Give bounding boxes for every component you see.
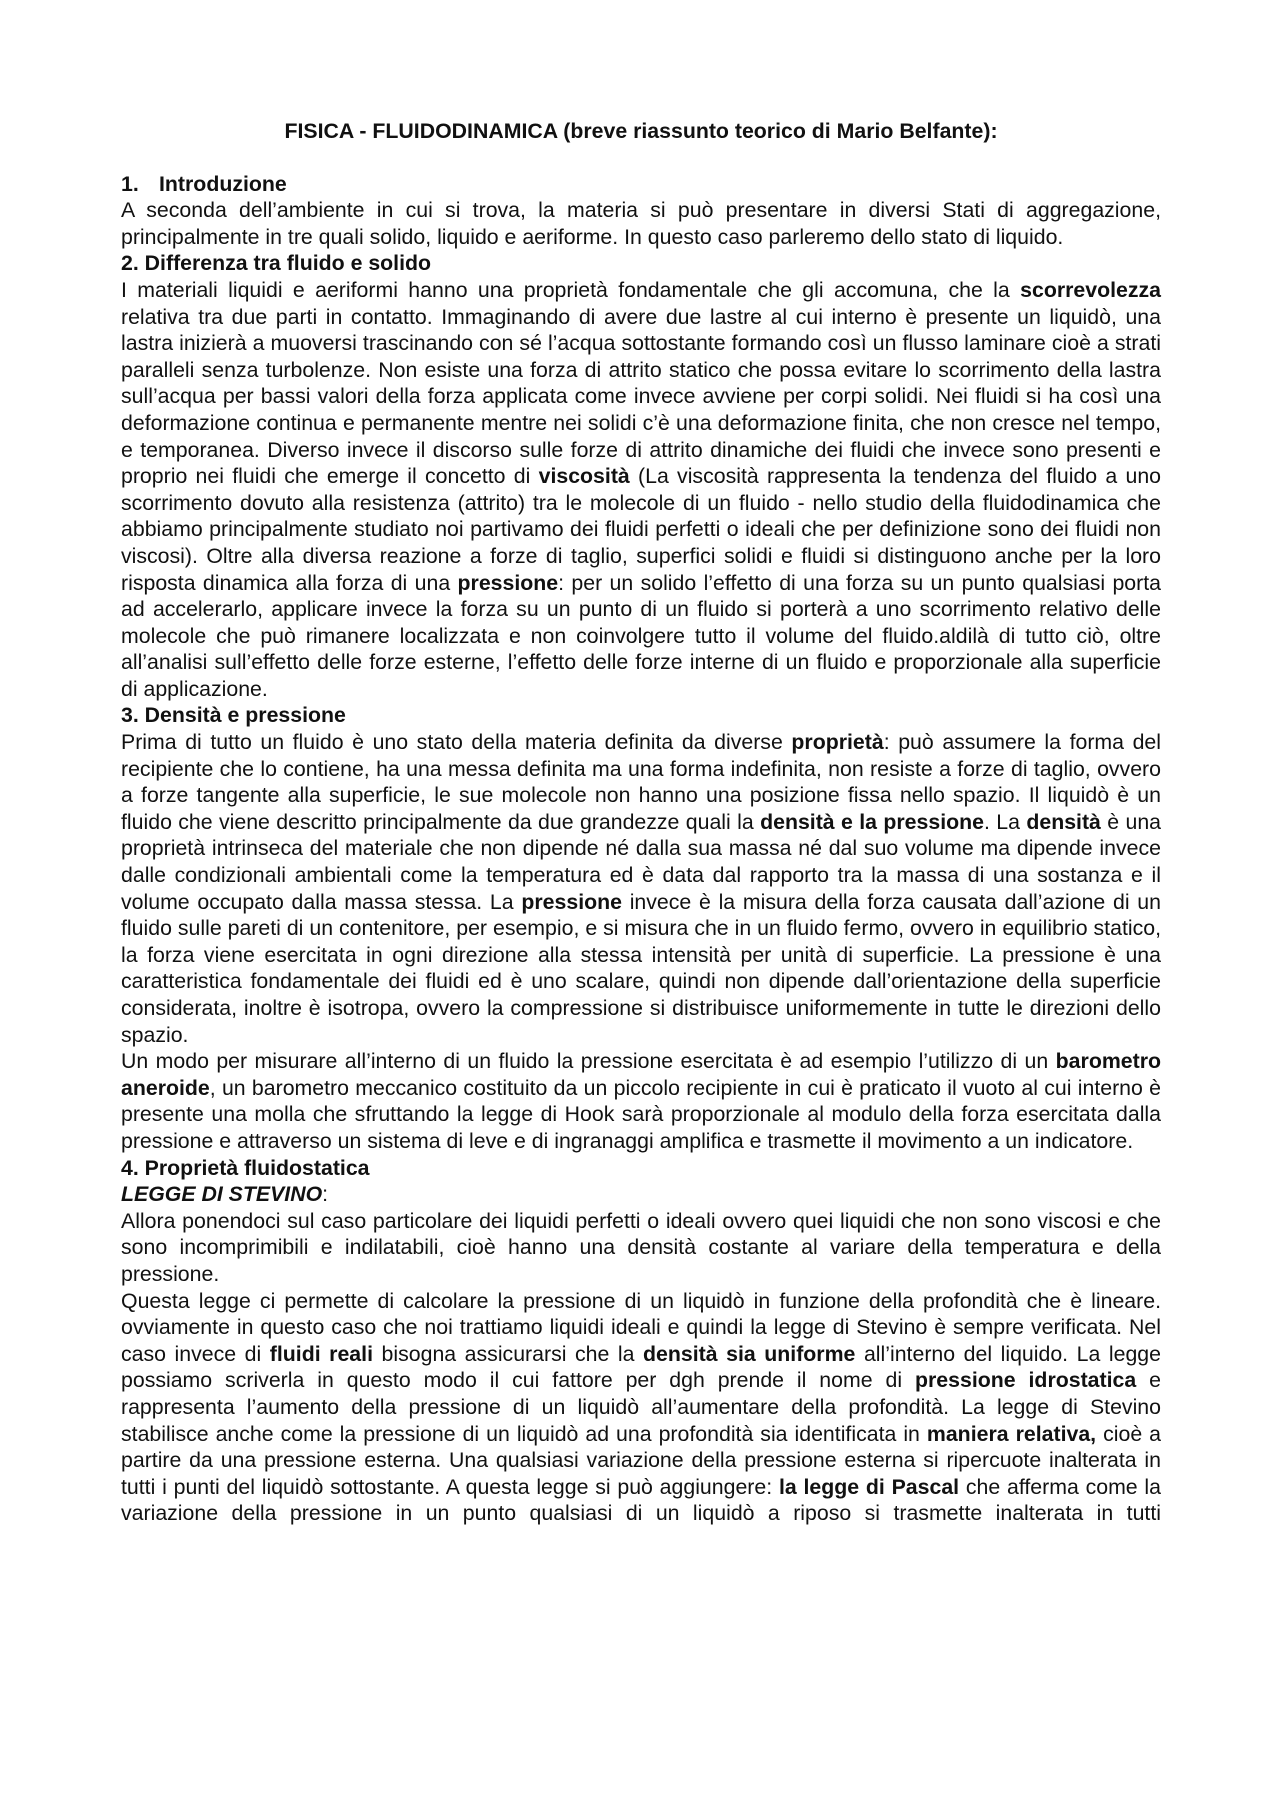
text-run: : per un solido l’effetto di una forza su un punto qualsiasi porta ad accelerarlo, applicare invece la forza su un punto di un fluido si porterà a uno scorrimento relativo delle molecole che può rimanere localizzata e non coinvolgere tutto il volume del fluido.aldilà di tutto ciò, oltre all’analisi sull’effetto delle forze esterne, l’effetto delle forze interne di un fluido e proporzionale alla superficie di applicazione. [121,570,1162,701]
text-run: relativa tra due parti in contatto. Immaginando di avere due lastre al cui interno è presente un liquidò, una lastra inizierà a muoversi trascinando con sé l’acqua sottostante formando così un flusso laminare cioè a strati paralleli senza turbolenze. Non esiste una forza di attrito statico che possa evitare lo scorrimento della lastra sull’acqua per bassi valori della forza applicata come invece avviene per corpi solidi. Nei fluidi si ha così una deformazione continua e permanente mentre nei solidi c’è una deformazione finita, che non cresce nel tempo, e temporanea. Diverso invece il discorso sulle forze di attrito dinamiche dei fluidi che invece sono presenti e proprio nei fluidi che emerge il concetto di [121,304,1161,489]
section-1-paragraph [121,197,1161,250]
stevino-subheading-colon: : [322,1182,329,1207]
bold-term: pressione [457,570,559,595]
text-run: Un modo per misurare all’interno di un fluido la pressione esercitata è ad esempio l’utilizzo di un [121,1049,1049,1074]
bold-term: barometro aneroide [121,1049,1161,1100]
bold-term: scorrevolezza [1020,277,1161,302]
section-1-text: A seconda dell’ambiente in cui si trova, la materia si può presentare in diversi Stati di aggregazione, principalmente in tre quali solido, liquido e aeriforme. In questo caso parleremo dello stato di liquido. [121,198,1161,249]
bold-term: maniera relativa, [926,1421,1097,1446]
bold-term: proprietà [791,730,884,755]
bold-term: densità [1026,809,1101,834]
text-run: : può assumere la forma del recipiente che lo contiene, ha una messa definita ma una forma indefinita, non resiste a forze di taglio, ovvero a forze tangente alla superficie, le sue molecole non hanno una posizione fissa nello spazio. Il liquidò è un fluido che viene descritto principalmente da due grandezze quali la [121,730,1162,834]
section-4-heading: 4. Proprietà fluidostatica [121,1155,370,1180]
section-2-heading: 2. Differenza tra fluido e solido [121,251,432,276]
text-run: invece è la misura della forza causata dall’azione di un fluido sulle pareti di un contenitore, per esempio, e si misura che in un fluido fermo, ovvero in equilibrio statico, la forza viene esercitata in ogni direzione alla stessa intensità per unità di superficie. La pressione è una caratteristica fondamentale dei fluidi ed è uno scalare, quindi non dipende dall’orientazione della superficie considerata, inoltre è isotropa, ovvero la compressione si distribuisce uniformemente in tutte le direzioni dello spazio. [121,889,1161,1047]
stevino-subheading-text: LEGGE DI STEVINO [121,1182,323,1207]
bold-term: pressione [521,889,622,914]
text-run: Prima di tutto un fluido è uno stato della materia definita da diverse [121,730,783,755]
bold-term: la legge di Pascal [778,1474,960,1499]
text-run: cioè a partire da una pressione esterna. Una qualsiasi variazione della pressione esterna si ripercuote inalterata in tutti i punti del liquidò sottostante. A questa legge si può aggiungere: [121,1421,1161,1499]
document-title: FISICA - FLUIDODINAMICA (breve riassunto teorico di Mario Belfante): [284,119,998,143]
text-run: Questa legge ci permette di calcolare la pressione di un liquidò in funzione della profondità che è lineare. ovviamente in questo caso che noi trattiamo liquidi ideali e quindi la legge di Stevino è sempre verificata. Nel caso invece di [121,1288,1161,1366]
text-run: bisogna assicurarsi che la [381,1341,635,1366]
bold-term: densità e la pressione [760,809,984,834]
bold-term: densità sia uniforme [643,1341,856,1366]
section-1-number: 1. [121,171,139,196]
text-run: . La [983,809,1020,834]
section-2-paragraph [121,277,1161,703]
text-run: all’interno del liquido. La legge possiamo scriverla in questo modo il cui fattore per dgh prende il nome di [121,1341,1161,1393]
section-3-heading: 3. Densità e pressione [121,703,346,728]
section-4-paragraph-2 [121,1288,1161,1527]
bold-term: fluidi reali [269,1341,373,1366]
text-run: Allora ponendoci sul caso particolare dei liquidi perfetti o ideali ovvero quei liquidi che non sono viscosi e che sono incomprimibili e indilatabili, cioè hanno una densità costante al variare della temperatura e della pressione. [121,1208,1161,1286]
text-run: è una proprietà intrinseca del materiale che non dipende né dalla sua massa né dal suo volume ma dipende invece dalle condizionali ambientali come la temperatura ed è data dal rapporto tra la massa di una sostanza e il volume occupato dalla massa stessa. La [121,809,1162,914]
stevino-subheading [121,1181,1161,1208]
section-3-paragraph-1 [121,729,1161,1048]
section-1-heading [121,171,1161,198]
text-run: I materiali liquidi e aeriformi hanno una proprietà fondamentale che gli accomuna, che la [121,277,1010,302]
text-run: e rappresenta l’aumento della pressione di un liquidò all’aumentare della profondità. La legge di Stevino stabilisce anche come la pressione di un liquidò ad una profondità sia identificata in [121,1368,1162,1446]
text-run: che afferma come la variazione della pressione in un punto qualsiasi di un liquidò a riposo si trasmette inalterata in tutti [121,1474,1162,1526]
text-run: (La viscosità rappresenta la tendenza del fluido a uno scorrimento dovuto alla resistenza (attrito) tra le molecole di un fluido - nello studio della fluidodinamica che abbiamo principalmente studiato noi partivamo dei fluidi perfetti o ideali che per definizione sono dei fluidi non viscosi). Oltre alla diversa reazione a forze di taglio, superfici solidi e fluidi si distinguono anche per la loro risposta dinamica alla forza di una [121,464,1162,595]
bold-term: viscosità [538,464,630,489]
section-1-title: Introduzione [159,171,287,196]
section-4-paragraph-1 [121,1208,1161,1288]
text-run: , un barometro meccanico costituito da un piccolo recipiente in cui è praticato il vuoto al cui interno è presente una molla che sfruttando la legge di Hook sarà proporzionale al modulo della forza esercitata dalla pressione e attraverso un sistema di leve e di ingranaggi amplifica e trasmette il movimento a un indicatore. [121,1075,1161,1153]
section-3-paragraph-2 [121,1048,1161,1154]
bold-term: pressione idrostatica [915,1368,1137,1393]
